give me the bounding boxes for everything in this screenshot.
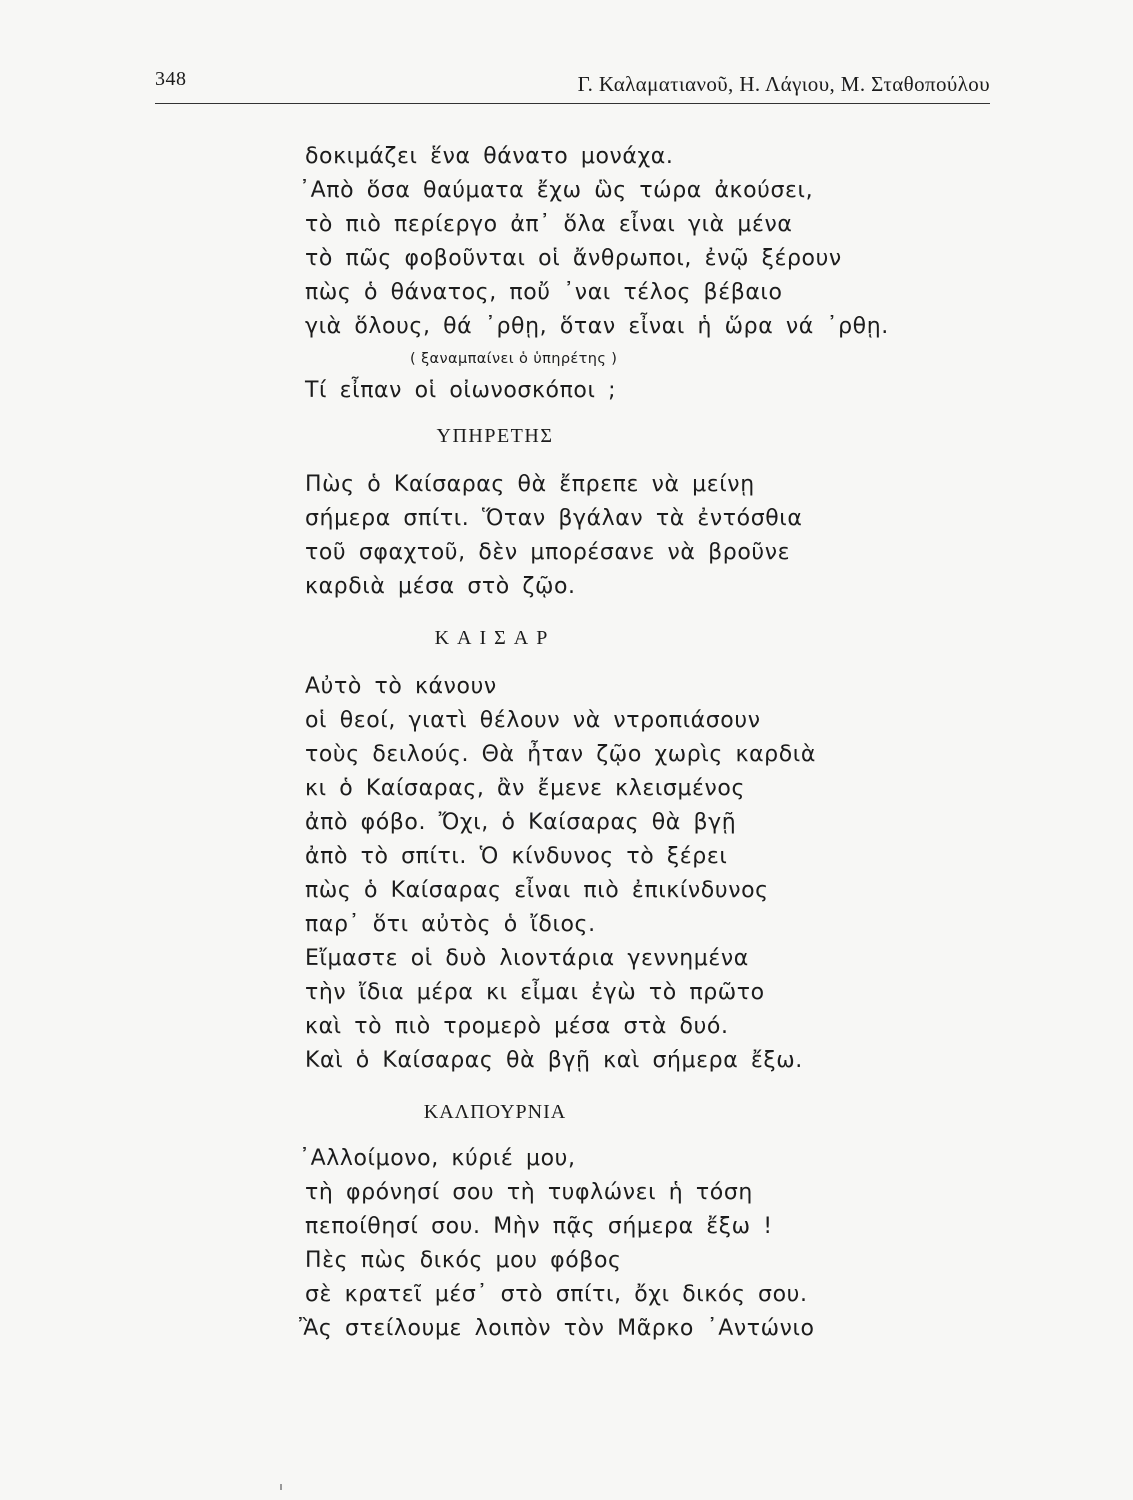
verse-line: τὸ πῶς φοβοῦνται οἱ ἄνθρωποι, ἐνῷ ξέρουν bbox=[305, 246, 842, 271]
paper-speck bbox=[280, 1484, 282, 1490]
verse-line: τοῦ σφαχτοῦ, δὲν μπορέσανε νὰ βροῦνε bbox=[305, 540, 791, 565]
verse-line: Ἂς στείλουμε λοιπὸν τὸν Μᾶρκο ᾿Αντώνιο bbox=[299, 1316, 815, 1341]
verse-line: τοὺς δειλούς. Θὰ ἦταν ζῷο χωρὶς καρδιὰ bbox=[305, 742, 816, 767]
verse-block-2 bbox=[305, 468, 945, 604]
verse-line: ᾿Αλλοίμονο, κύριέ μου, bbox=[299, 1146, 576, 1171]
verse-block-1 bbox=[299, 140, 945, 408]
speaker-name-caesar: ΚΑΙΣΑΡ bbox=[434, 627, 556, 649]
stage-direction: ( ξαναμπαίνει ὁ ὑπηρέτης ) bbox=[410, 351, 618, 367]
verse-line: γιὰ ὅλους, θά ᾿ρθῃ, ὅταν εἶναι ἡ ὥρα νά ᾿ρθῃ. bbox=[305, 314, 889, 339]
verse-line: σήμερα σπίτι. Ὅταν βγάλαν τὰ ἐντόσθια bbox=[305, 506, 803, 531]
verse-block-4 bbox=[299, 1142, 945, 1346]
verse-line: Αὐτὸ τὸ κάνουν bbox=[305, 674, 497, 699]
verse-line: Τί εἶπαν οἱ οἰωνοσκόποι ; bbox=[305, 378, 617, 403]
running-head-authors: Γ. Καλαματιανοῦ, Η. Λάγιου, Μ. Σταθοπούλου bbox=[577, 72, 990, 96]
play-text bbox=[299, 140, 945, 1346]
verse-line: τὸ πιὸ περίεργο ἀπ᾿ ὅλα εἶναι γιὰ μένα bbox=[305, 212, 793, 237]
speaker-name-servant: ΥΠΗΡΕΤΗΣ bbox=[436, 425, 554, 447]
verse-line: ᾿Απὸ ὅσα θαύματα ἔχω ὣς τώρα ἀκούσει, bbox=[299, 178, 814, 203]
verse-line: καὶ τὸ πιὸ τρομερὸ μέσα στὰ δυό. bbox=[305, 1014, 729, 1039]
verse-block-3 bbox=[305, 670, 945, 1078]
verse-line: Εἴμαστε οἱ δυὸ λιοντάρια γεννημένα bbox=[305, 946, 749, 971]
verse-line: Πὼς ὁ Καίσαρας θὰ ἔπρεπε νὰ μείνῃ bbox=[305, 472, 755, 497]
verse-line: Πὲς πὼς δικός μου φόβος bbox=[305, 1248, 622, 1273]
verse-line: πεποίθησί σου. Μὴν πᾷς σήμερα ἔξω ! bbox=[305, 1214, 773, 1239]
verse-line: ἀπὸ τὸ σπίτι. Ὁ κίνδυνος τὸ ξέρει bbox=[305, 844, 728, 869]
verse-line: τὴ φρόνησί σου τὴ τυφλώνει ἡ τόση bbox=[305, 1180, 753, 1205]
verse-line: σὲ κρατεῖ μέσ᾿ στὸ σπίτι, ὄχι δικός σου. bbox=[305, 1282, 808, 1307]
verse-line: Καὶ ὁ Καίσαρας θὰ βγῇ καὶ σήμερα ἔξω. bbox=[305, 1048, 803, 1073]
header-rule bbox=[155, 103, 990, 104]
verse-line: δοκιμάζει ἕνα θάνατο μονάχα. bbox=[305, 144, 674, 169]
verse-line: οἱ θεοί, γιατὶ θέλουν νὰ ντροπιάσουν bbox=[305, 708, 761, 733]
verse-line: πὼς ὁ θάνατος, ποὔ ᾿ναι τέλος βέβαιο bbox=[305, 280, 783, 305]
verse-line: τὴν ἴδια μέρα κι εἶμαι ἐγὼ τὸ πρῶτο bbox=[305, 980, 765, 1005]
page-header bbox=[155, 62, 990, 102]
verse-line: ἀπὸ φόβο. Ὄχι, ὁ Καίσαρας θὰ βγῇ bbox=[305, 810, 737, 835]
page-number: 348 bbox=[155, 68, 187, 90]
speaker-name-calpurnia: ΚΑΛΠΟΥΡΝΙΑ bbox=[423, 1101, 567, 1123]
verse-line: καρδιὰ μέσα στὸ ζῷο. bbox=[305, 574, 576, 599]
verse-line: πὼς ὁ Καίσαρας εἶναι πιὸ ἐπικίνδυνος bbox=[305, 878, 769, 903]
verse-line: κι ὁ Καίσαρας, ἂν ἔμενε κλεισμένος bbox=[305, 776, 745, 801]
verse-line: παρ᾿ ὅτι αὐτὸς ὁ ἴδιος. bbox=[305, 912, 596, 937]
